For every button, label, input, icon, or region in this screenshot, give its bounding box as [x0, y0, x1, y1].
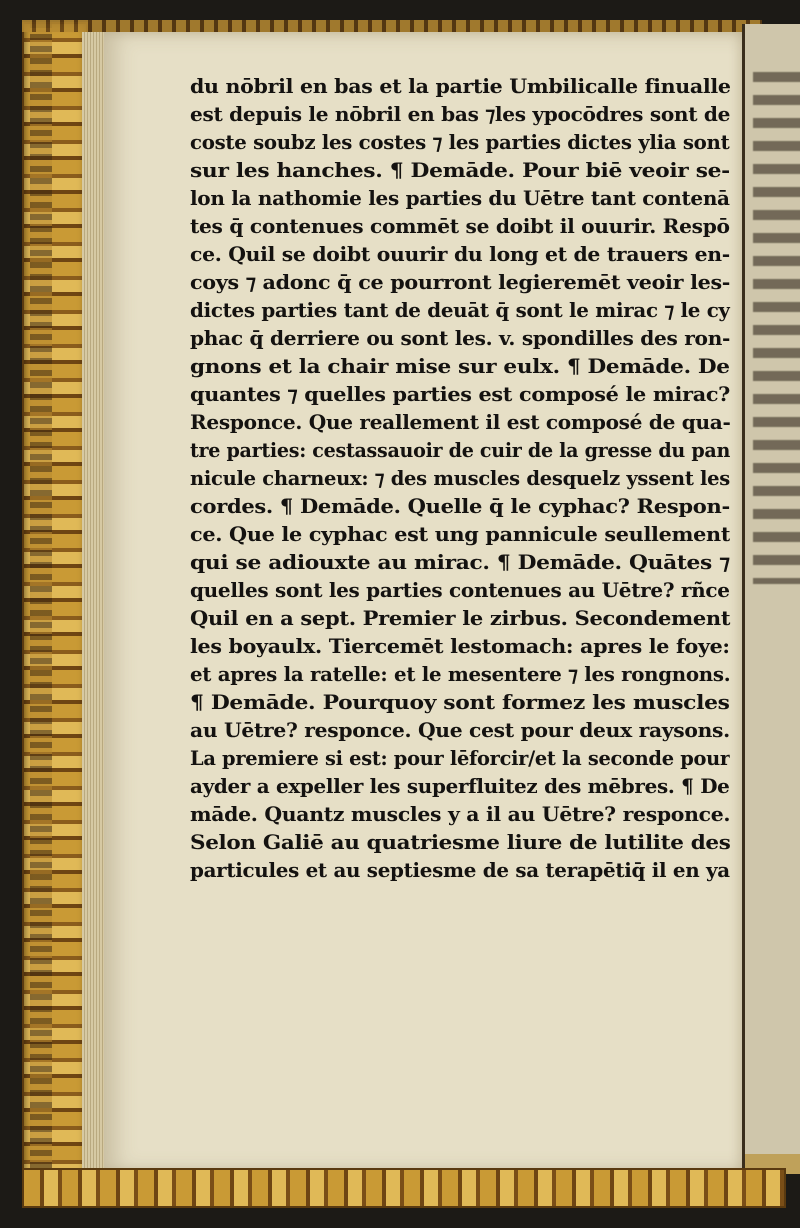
text-line: māde. Quantz muscles y a il au Uētre? responce. — [190, 802, 731, 826]
text-line: quantes ⁊ quelles parties est composé le mirac? — [190, 382, 730, 406]
text-line: coste soubz les costes ⁊ les parties dictes ylia sont — [190, 130, 730, 154]
text-line: quelles sont les parties contenues au Uētre? rñce — [190, 578, 730, 602]
text-line: particules et au septiesme de sa terapētiq̄ il en ya — [190, 858, 730, 882]
text-line: phac q̄ derriere ou sont les. v. spondilles des ron- — [190, 326, 730, 350]
text-line: ce. Que le cyphac est ung pannicule seullement — [190, 522, 730, 546]
text-line: lon la nathomie les parties du Uētre tant contenā — [190, 186, 730, 210]
text-line: dictes parties tant de deuāt q̄ sont le mirac ⁊ le cy — [190, 298, 730, 322]
text-line: tes q̄ contenues commēt se doibt il ouurir. Respō — [190, 214, 730, 238]
text-line: La premiere si est: pour lēforcir/et la seconde pour — [190, 746, 730, 770]
text-line: gnons et la chair mise sur eulx. ¶ Demāde. De — [190, 354, 730, 378]
text-line: Responce. Que reallement il est composé de qua- — [190, 410, 731, 434]
text-line: et apres la ratelle: et le mesentere ⁊ les rongnons. — [190, 662, 730, 686]
binding-ornament — [30, 22, 52, 1202]
text-line: ce. Quil se doibt ouurir du long et de trauers en- — [190, 242, 730, 266]
text-line: est depuis le nōbril en bas ⁊les ypocōdres sont de — [190, 102, 731, 126]
text-line: coys ⁊ adonc q̄ ce pourront legieremēt veoir les- — [190, 270, 730, 294]
text-line: ¶ Demāde. Pourquoy sont formez les muscles — [190, 690, 730, 714]
text-line: sur les hanches. ¶ Demāde. Pour biē veoir se- — [190, 158, 730, 182]
top-border-strip — [22, 20, 762, 32]
text-line: qui se adiouxte au mirac. ¶ Demāde. Quātes ⁊ — [190, 550, 730, 574]
facing-page — [742, 24, 800, 1174]
text-line: nicule charneux: ⁊ des muscles desquelz yssent les — [190, 466, 730, 490]
text-line: du nōbril en bas et la partie Umbilicalle finualle — [190, 74, 731, 98]
text-line: Selon Galiē au quatriesme liure de lutilite des — [190, 830, 731, 854]
text-line: tre parties: cestassauoir de cuir de la gresse du pan — [190, 438, 730, 462]
facing-page-text-lines — [753, 64, 800, 584]
text-line: ayder a expeller les superfluitez des mēbres. ¶ De — [190, 774, 730, 798]
text-line: les boyaulx. Tiercemēt lestomach: apres le foye: — [190, 634, 730, 658]
text-line: Quil en a sept. Premier le zirbus. Secondement — [190, 606, 731, 630]
blackletter-text-block — [190, 72, 735, 884]
bottom-border-strip — [22, 1168, 786, 1208]
text-line: cordes. ¶ Demāde. Quelle q̄ le cyphac? Respon- — [190, 494, 730, 518]
text-line: au Uētre? responce. Que cest pour deux raysons. — [190, 718, 730, 742]
